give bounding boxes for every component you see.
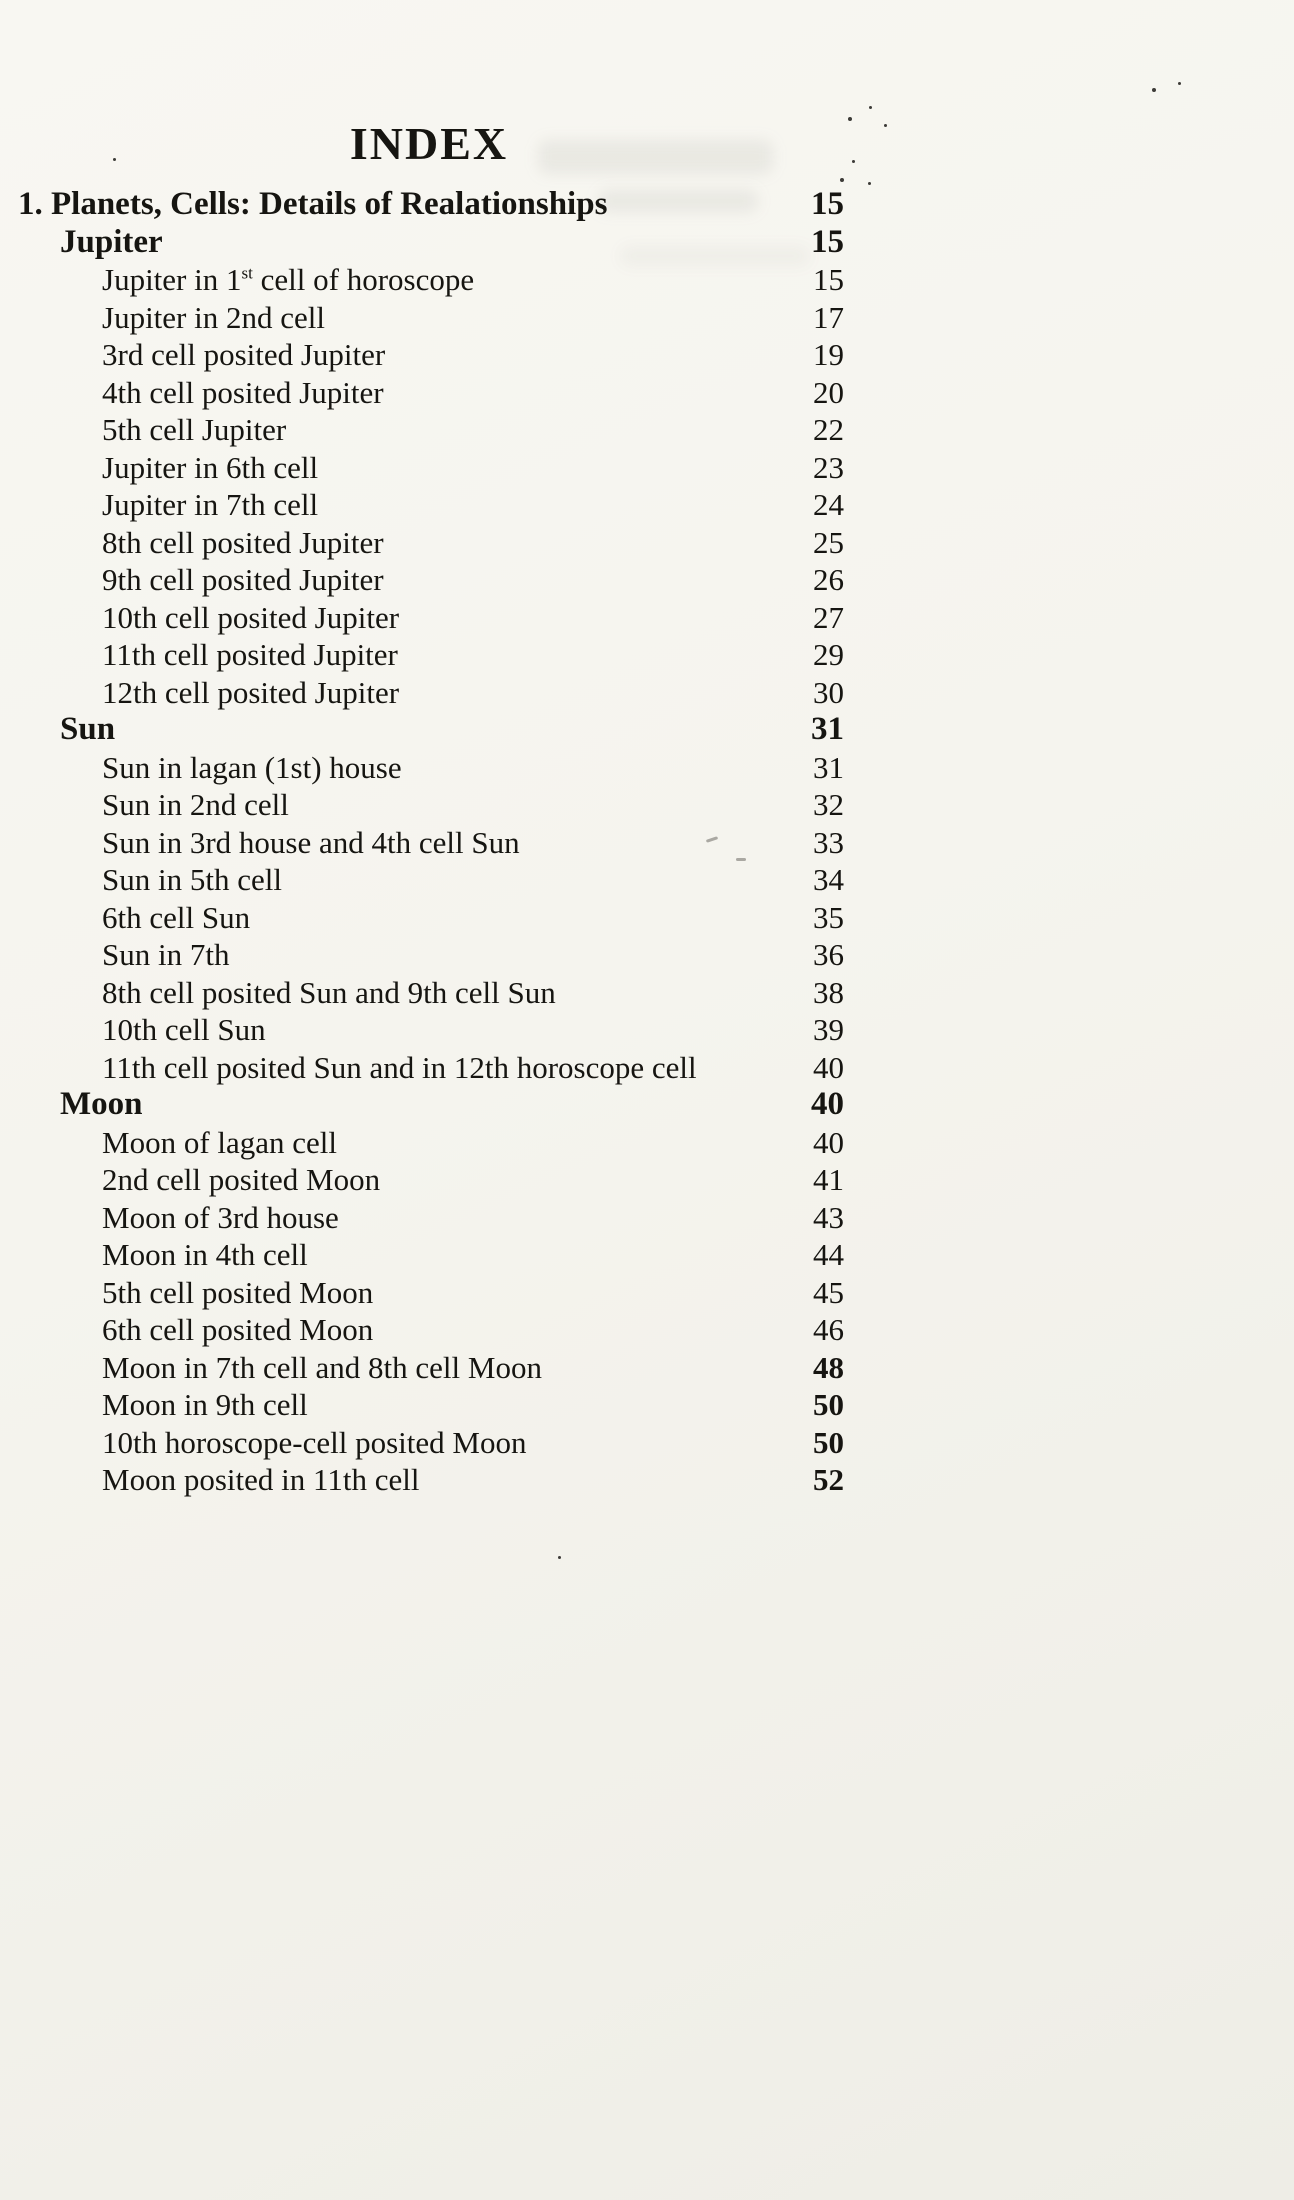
index-entry bbox=[14, 261, 844, 299]
entry-label: 10th cell posited Jupiter bbox=[102, 599, 400, 635]
entry-label: 6th cell posited Moon bbox=[102, 1312, 374, 1347]
entry-label: 10th cell Sun bbox=[102, 1012, 266, 1047]
index-entry bbox=[14, 561, 844, 599]
entry-label: 5th cell posited Moon bbox=[102, 1274, 374, 1310]
entry-page-number: 34 bbox=[813, 862, 844, 897]
scan-speck bbox=[558, 1556, 561, 1559]
index-entry bbox=[14, 299, 844, 337]
index-entry bbox=[14, 1086, 844, 1124]
entry-label: 10th horoscope-cell posited Moon bbox=[102, 1424, 527, 1460]
entry-page-number: 38 bbox=[813, 974, 844, 1010]
index-entry bbox=[14, 1236, 844, 1274]
entry-page-number: 44 bbox=[813, 1237, 844, 1272]
entry-label-superscript: st bbox=[241, 263, 253, 283]
entry-label: 8th cell posited Sun and 9th cell Sun bbox=[102, 974, 556, 1010]
entry-page-number: 26 bbox=[813, 562, 844, 597]
index-list bbox=[14, 186, 844, 1499]
index-entry bbox=[14, 449, 844, 487]
entry-page-number: 36 bbox=[813, 937, 844, 972]
scan-speck bbox=[852, 160, 855, 163]
entry-page-number: 46 bbox=[813, 1312, 844, 1347]
entry-page-number: 15 bbox=[811, 186, 844, 222]
entry-label: Sun in 5th cell bbox=[102, 862, 282, 897]
index-entry bbox=[14, 186, 844, 224]
entry-label: Jupiter bbox=[60, 223, 163, 260]
index-entry bbox=[14, 411, 844, 449]
entry-page-number: 41 bbox=[813, 1162, 844, 1197]
entry-page-number: 35 bbox=[813, 899, 844, 935]
entry-label: 11th cell posited Jupiter bbox=[102, 637, 398, 672]
scan-speck bbox=[1152, 88, 1156, 92]
entry-page-number: 15 bbox=[811, 223, 844, 260]
entry-label: 11th cell posited Sun and in 12th horoscope cell bbox=[102, 1049, 697, 1085]
entry-page-number: 48 bbox=[813, 1349, 844, 1385]
entry-page-number: 52 bbox=[813, 1462, 844, 1497]
page-title: INDEX bbox=[349, 118, 509, 169]
entry-label: 8th cell posited Jupiter bbox=[102, 524, 384, 560]
entry-label: Jupiter in 6th cell bbox=[102, 449, 319, 485]
index-entry bbox=[14, 224, 844, 262]
entry-label: 4th cell posited Jupiter bbox=[102, 374, 384, 410]
index-entry bbox=[14, 1349, 844, 1387]
index-entry bbox=[14, 936, 844, 974]
entry-label: Moon bbox=[60, 1086, 143, 1122]
entry-page-number: 32 bbox=[813, 787, 844, 822]
entry-page-number: 31 bbox=[813, 749, 844, 785]
scan-speck bbox=[1178, 82, 1181, 85]
entry-page-number: 50 bbox=[813, 1387, 844, 1422]
entry-page-number: 43 bbox=[813, 1199, 844, 1235]
entry-page-number: 23 bbox=[813, 449, 844, 485]
entry-label: Sun in 7th bbox=[102, 937, 230, 972]
index-entry bbox=[14, 1386, 844, 1424]
entry-label-part: cell of horoscope bbox=[252, 262, 475, 297]
entry-page-number: 29 bbox=[813, 637, 844, 672]
entry-label: 9th cell posited Jupiter bbox=[102, 562, 384, 597]
index-entry bbox=[14, 1424, 844, 1462]
entry-label: 1. Planets, Cells: Details of Realationships bbox=[18, 186, 608, 222]
index-entry bbox=[14, 974, 844, 1012]
entry-page-number: 31 bbox=[811, 711, 844, 747]
entry-label: Sun bbox=[60, 711, 116, 747]
entry-label: Moon of lagan cell bbox=[102, 1124, 338, 1160]
entry-label: Moon posited in 11th cell bbox=[102, 1462, 420, 1497]
index-entry bbox=[14, 636, 844, 674]
index-entry bbox=[14, 486, 844, 524]
entry-label: Sun in 2nd cell bbox=[102, 787, 289, 822]
scan-speck bbox=[884, 124, 887, 127]
index-entry bbox=[14, 524, 844, 562]
entry-page-number: 25 bbox=[813, 524, 844, 560]
entry-page-number: 40 bbox=[813, 1124, 844, 1160]
entry-label: Moon of 3rd house bbox=[102, 1199, 339, 1235]
scan-speck bbox=[868, 182, 871, 185]
entry-label: Moon in 4th cell bbox=[102, 1237, 308, 1272]
index-entry bbox=[14, 1011, 844, 1049]
entry-page-number: 40 bbox=[813, 1049, 844, 1085]
entry-page-number: 39 bbox=[813, 1012, 844, 1047]
index-entry bbox=[14, 861, 844, 899]
entry-label: 12th cell posited Jupiter bbox=[102, 674, 400, 710]
index-entry bbox=[14, 674, 844, 712]
entry-page-number: 45 bbox=[813, 1274, 844, 1310]
entry-page-number: 19 bbox=[813, 337, 844, 372]
entry-label: Jupiter in 2nd cell bbox=[102, 299, 325, 335]
entry-page-number: 27 bbox=[813, 599, 844, 635]
entry-label: Sun in 3rd house and 4th cell Sun bbox=[102, 824, 520, 860]
index-entry bbox=[14, 1461, 844, 1499]
index-entry bbox=[14, 1199, 844, 1237]
entry-label bbox=[102, 261, 474, 299]
entry-page-number: 40 bbox=[811, 1086, 844, 1122]
entry-label: 2nd cell posited Moon bbox=[102, 1162, 381, 1197]
index-content bbox=[14, 0, 844, 1499]
index-entry bbox=[14, 1124, 844, 1162]
entry-label: 6th cell Sun bbox=[102, 899, 251, 935]
index-entry bbox=[14, 374, 844, 412]
index-entry bbox=[14, 824, 844, 862]
entry-label: Moon in 9th cell bbox=[102, 1387, 308, 1422]
entry-label-part: Jupiter in 1 bbox=[102, 262, 242, 297]
index-entry bbox=[14, 1161, 844, 1199]
entry-page-number: 17 bbox=[813, 299, 844, 335]
index-entry bbox=[14, 711, 844, 749]
index-entry bbox=[14, 599, 844, 637]
entry-page-number: 30 bbox=[813, 674, 844, 710]
entry-label: 5th cell Jupiter bbox=[102, 412, 287, 447]
index-entry bbox=[14, 899, 844, 937]
entry-page-number: 22 bbox=[813, 412, 844, 447]
scan-speck bbox=[848, 117, 852, 121]
entry-label: Moon in 7th cell and 8th cell Moon bbox=[102, 1349, 542, 1385]
index-entry bbox=[14, 1311, 844, 1349]
entry-label: 3rd cell posited Jupiter bbox=[102, 337, 386, 372]
index-entry bbox=[14, 749, 844, 787]
index-entry bbox=[14, 1049, 844, 1087]
entry-page-number: 15 bbox=[813, 262, 844, 297]
entry-page-number: 33 bbox=[813, 824, 844, 860]
entry-page-number: 50 bbox=[813, 1424, 844, 1460]
entry-page-number: 20 bbox=[813, 374, 844, 410]
scan-speck bbox=[869, 106, 872, 109]
entry-label: Sun in lagan (1st) house bbox=[102, 749, 402, 785]
entry-label: Jupiter in 7th cell bbox=[102, 487, 319, 522]
index-entry bbox=[14, 1274, 844, 1312]
entry-page-number: 24 bbox=[813, 487, 844, 522]
index-entry bbox=[14, 786, 844, 824]
index-entry bbox=[14, 336, 844, 374]
